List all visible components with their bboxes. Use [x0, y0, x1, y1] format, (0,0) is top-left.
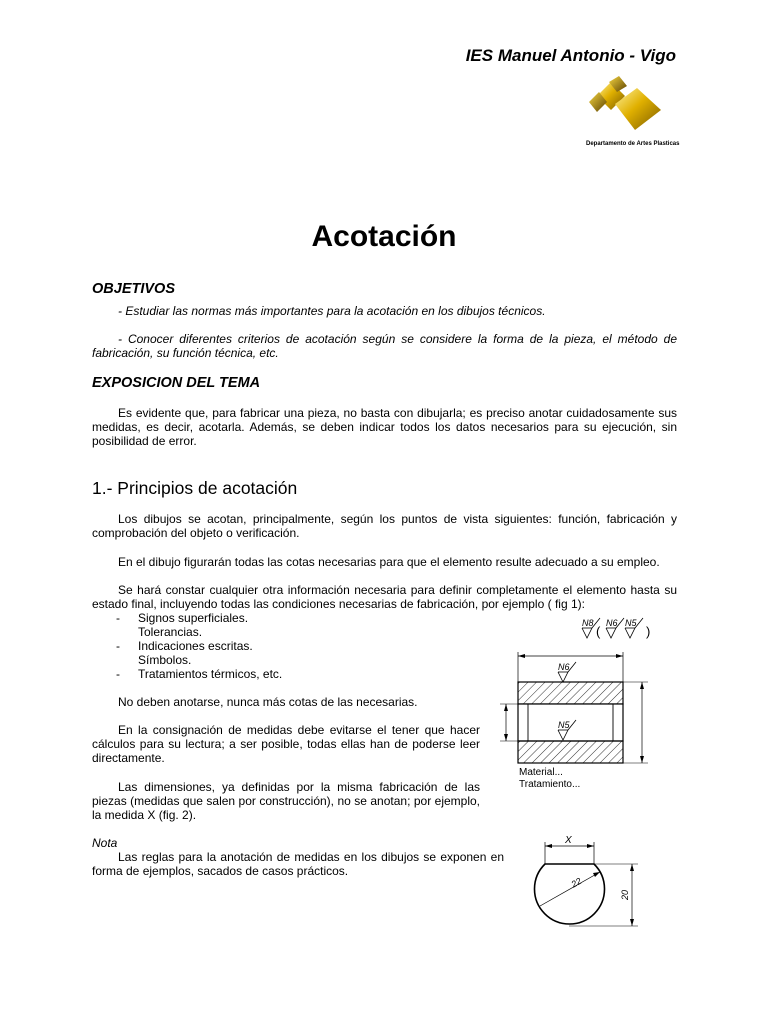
objetivo-1: - Estudiar las normas más importantes para la acotación en los dibujos técnicos.: [118, 304, 546, 318]
material-label: Material...: [519, 767, 563, 778]
list-item: - Tratamientos térmicos, etc.: [116, 667, 283, 681]
school-logo: [585, 74, 665, 132]
paragraph-6: Las dimensiones, ya definidas por la misma fabricación de las piezas (medidas que salen por construcción), no se anotan; por ejemplo, la medida X (fig. 2).: [92, 780, 480, 822]
department-name: Departamento de Artes Plasticas: [586, 141, 680, 147]
conditions-list: [116, 611, 282, 681]
svg-text:): ): [646, 624, 651, 639]
note-paragraph: Las reglas para la anotación de medidas en los dibujos se exponen en forma de ejemplos, sacados de casos prácticos.: [92, 850, 504, 878]
exposicion-heading: EXPOSICION DEL TEMA: [92, 375, 261, 391]
svg-text:X: X: [565, 835, 572, 846]
svg-text:N6: N6: [558, 662, 570, 672]
section-heading: 1.- Principios de acotación: [92, 478, 298, 498]
paragraph-1: Los dibujos se acotan, principalmente, según los puntos de vista siguientes: función, fabricación y comprobación del objeto o verificación.: [92, 512, 677, 540]
note-label: Nota: [92, 836, 118, 850]
svg-text:(: (: [596, 624, 601, 639]
objetivo-2: - Conocer diferentes criterios de acotación según se considere la forma de la pieza, el método de fabricación, su función técnica, etc.: [92, 332, 677, 360]
list-item: Símbolos.: [138, 653, 192, 667]
school-name: IES Manuel Antonio - Vigo: [465, 46, 676, 65]
svg-text:N6: N6: [606, 618, 618, 628]
figure-1: [496, 612, 671, 794]
page-title: Acotación: [311, 220, 457, 253]
tratamiento-label: Tratamiento...: [519, 779, 581, 790]
list-item: Tolerancias.: [138, 625, 203, 639]
svg-text:N5: N5: [625, 618, 637, 628]
paragraph-2: En el dibujo figurarán todas las cotas necesarias para que el elemento resulte adecuado a su empleo.: [118, 555, 660, 569]
svg-text:20: 20: [620, 889, 630, 900]
objetivos-heading: OBJETIVOS: [92, 281, 175, 297]
list-item: - Indicaciones escritas.: [116, 639, 253, 653]
svg-text:22: 22: [569, 875, 584, 890]
paragraph-5: En la consignación de medidas debe evitarse el tener que hacer cálculos para su lectura; a ser posible, todas ellas han de poderse leer directamente.: [92, 723, 480, 765]
paragraph-3: Se hará constar cualquier otra información necesaria para definir completamente el elemento hasta su estado final, incluyendo todas las condiciones necesarias de fabricación, por ejemplo ( fig 1):: [92, 583, 677, 611]
svg-text:N8: N8: [582, 618, 594, 628]
surface-symbols: [582, 618, 650, 639]
figure-2: [520, 834, 645, 934]
exposicion-paragraph: Es evidente que, para fabricar una pieza, no basta con dibujarla; es preciso anotar cuidadosamente sus medidas, es decir, acotarla. Además, se deben indicar todos los datos necesarios para su ejecución, sin posibilidad de error.: [92, 406, 677, 448]
svg-text:N5: N5: [558, 720, 570, 730]
list-item: - Signos superficiales.: [116, 611, 249, 625]
paragraph-4: No deben anotarse, nunca más cotas de las necesarias.: [118, 695, 418, 709]
